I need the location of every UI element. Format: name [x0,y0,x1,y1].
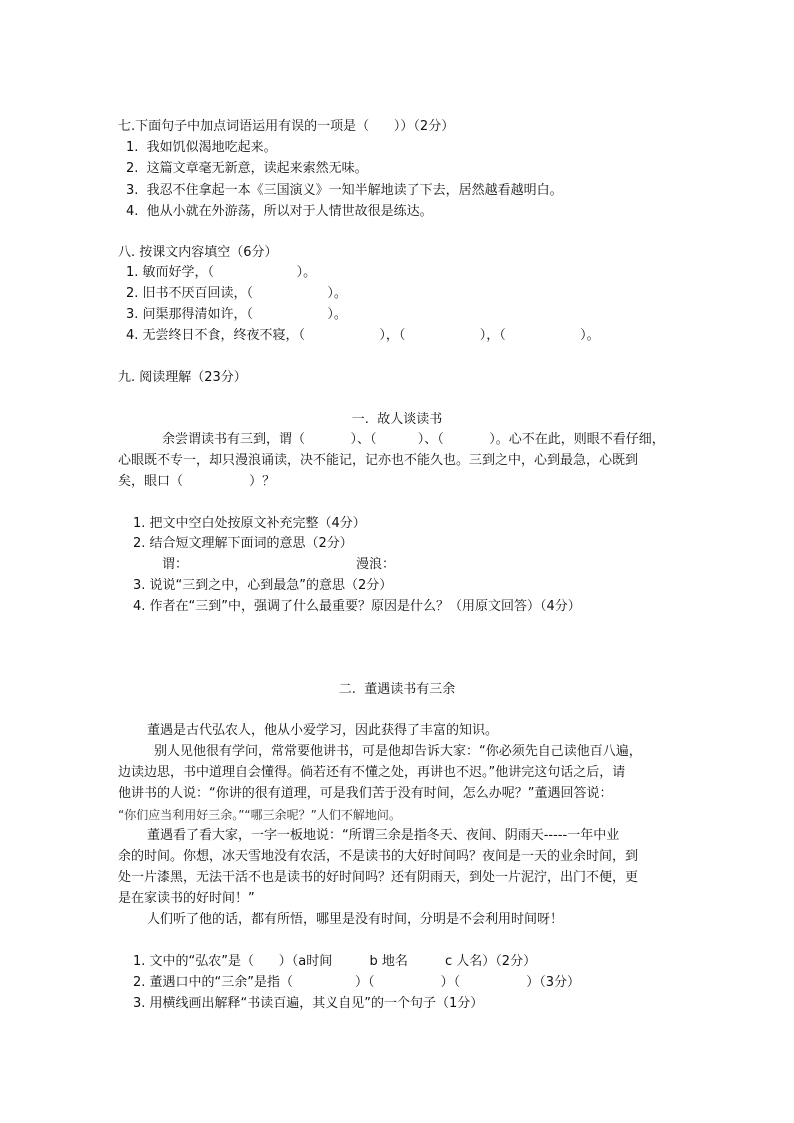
passage2-question-3: 3. 用横线画出解释“书读百遍，其义自见”的一个句子（1分） [133,996,484,1011]
q8-item-1: 1. 敏而好学，（ ）。 [126,265,317,280]
passage2-line-1: 董遇是古代弘农人，他从小爱学习，因此获得了丰富的知识。 [147,723,499,738]
q8-heading: 八. 按课文内容填空（6分） [118,245,278,260]
passage2-line-7: 余的时间。你想，冰天雪地没有农活，不是读书的大好时间吗？夜间是一天的业余时间，到 [118,849,639,864]
passage1-question-3: 3. 说说“三到之中，心到最急”的意思（2分） [133,578,393,593]
passage2-question-2: 2. 董遇口中的“三余”是指（ ）（ ）（ ）（3分） [133,975,580,990]
passage2-line-8: 处一片漆黑，无法干活不也是读书的好时间吗？还有阴雨天，到处一片泥泞，出门不便，更 [118,870,639,885]
passage1-question-1: 1. 把文中空白处按原文补充完整（4分） [133,516,366,531]
passage2-line-3: 边读边思，书中道理自会懂得。倘若还有不懂之处，再讲也不迟。”他讲完这句话之后，请 [118,765,626,780]
passage2-line-6: 董遇看了看大家，一字一板地说：“所谓三余是指冬天、夜间、阴雨天-----一年中业 [147,828,620,843]
q7-option-2: 2. 这篇文章毫无新意，读起来索然无味。 [126,161,368,176]
q7-heading: 七.下面句子中加点词语运用有误的一项是（ ））（2分） [118,119,455,134]
passage2-line-2: 别人见他很有学问，常常要他讲书，可是他却告诉大家：“你必须先自己读他百八遍， [154,744,642,759]
passage1-line-3: 矣，眼口（ ）？ [118,474,276,489]
passage2-line-5: “你们应当利用好三余。”“哪三余呢？”人们不解地问。 [118,808,401,822]
passage1-question-4: 4. 作者在“三到”中，强调了什么最重要？原因是什么？（用原文回答）（4分） [133,599,581,614]
q8-item-4: 4. 无尝终日不食，终夜不寝，（ ），（ ），（ ）。 [126,328,600,343]
passage2-question-1: 1. 文中的“弘农”是（ ）（a时间 b 地名 c 人名）（2分） [133,954,537,969]
word-manlang-label: 漫浪： [356,557,396,572]
passage1-line-2: 心眼既不专一，却只漫浪诵读，决不能记，记亦也不能久也。三到之中，心到最急，心既到 [118,453,639,468]
passage2-line-9: 是在家读书的好时间！” [118,891,255,906]
q9-heading: 九. 阅读理解（23分） [118,370,247,385]
q7-option-4: 4. 他从小就在外游荡，所以对于人情世故很是练达。 [126,204,433,219]
word-wei-label: 谓： [162,557,189,572]
passage2-line-4: 他讲书的人说：“你讲的很有道理，可是我们苦于没有时间，怎么办呢？”董遇回答说： [118,786,613,801]
q8-item-2: 2. 旧书不厌百回读，（ ）。 [126,286,347,301]
q7-option-3: 3. 我忍不住拿起一本《三国演义》一知半解地读了下去，居然越看越明白。 [126,183,563,198]
passage2-line-10: 人们听了他的话，都有所悟，哪里是没有时间，分明是不会利用时间呀！ [147,912,564,927]
q8-item-3: 3. 问渠那得清如许，（ ）。 [126,307,347,322]
q7-option-1: 1. 我如饥似渴地吃起来。 [126,140,277,155]
passage1-line-1: 余尝谓读书有三到，谓（ ）、（ ）、（ ）。心不在此，则眼不看仔细， [162,432,665,447]
passage1-question-2: 2. 结合短文理解下面词的意思（2分） [133,536,353,551]
passage2-title: 二. 董遇读书有三余 [338,682,456,697]
passage1-title: 一. 故人谈读书 [351,412,443,427]
